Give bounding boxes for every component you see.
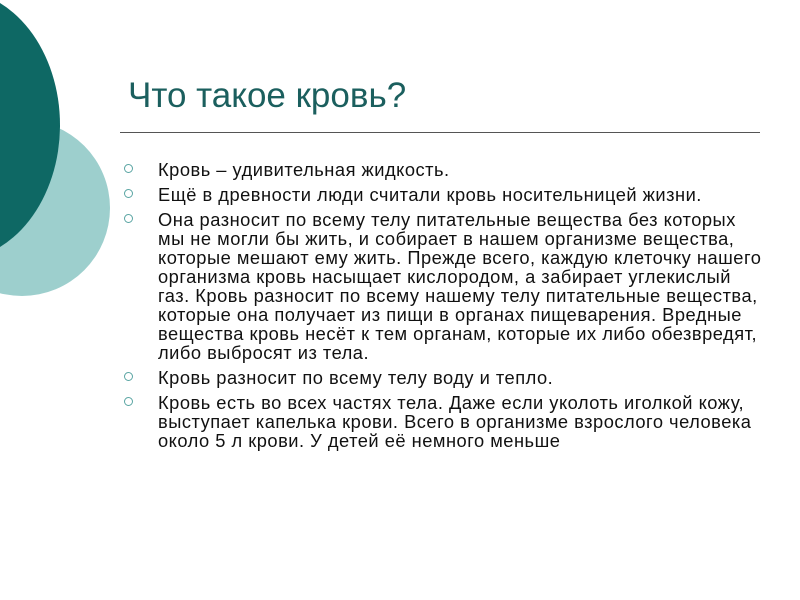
bullet-item [122, 210, 762, 362]
bullet-circle-icon [124, 164, 133, 173]
bullet-circle-icon [124, 214, 133, 223]
bullet-item [122, 393, 762, 450]
bullet-text: Кровь есть во всех частях тела. Даже если уколоть иголкой кожу, выступает капелька крови. Всего в организме взрослого человека около 5 л крови. У детей её немного меньше [158, 392, 752, 451]
title-divider [120, 132, 760, 133]
bullet-circle-icon [124, 397, 133, 406]
bullet-text: Ещё в древности люди считали кровь носительницей жизни. [158, 184, 702, 205]
bullet-item [122, 185, 762, 204]
bullet-item [122, 160, 762, 179]
bullet-circle-icon [124, 372, 133, 381]
bullet-text: Кровь разносит по всему телу воду и тепло. [158, 367, 554, 388]
bullet-text: Кровь – удивительная жидкость. [158, 159, 450, 180]
bullet-item [122, 368, 762, 387]
bullet-text: Она разносит по всему телу питательные вещества без которых мы не могли бы жить, и собирает в нашем организме вещества, которые мешают ему жить. Прежде всего, каждую клеточку нашего организма кровь насыщает кислородом, а забирает углекислый газ. Кровь разносит по всему нашему телу питательные вещества, которые она получает из пищи в органах пищеварения. Вредные вещества кровь несёт к тем органам, которые их либо обезвредят, либо выбросят из тела. [158, 209, 762, 363]
slide-title: Что такое кровь? [128, 76, 407, 115]
bullet-circle-icon [124, 189, 133, 198]
bullet-list [122, 160, 762, 456]
